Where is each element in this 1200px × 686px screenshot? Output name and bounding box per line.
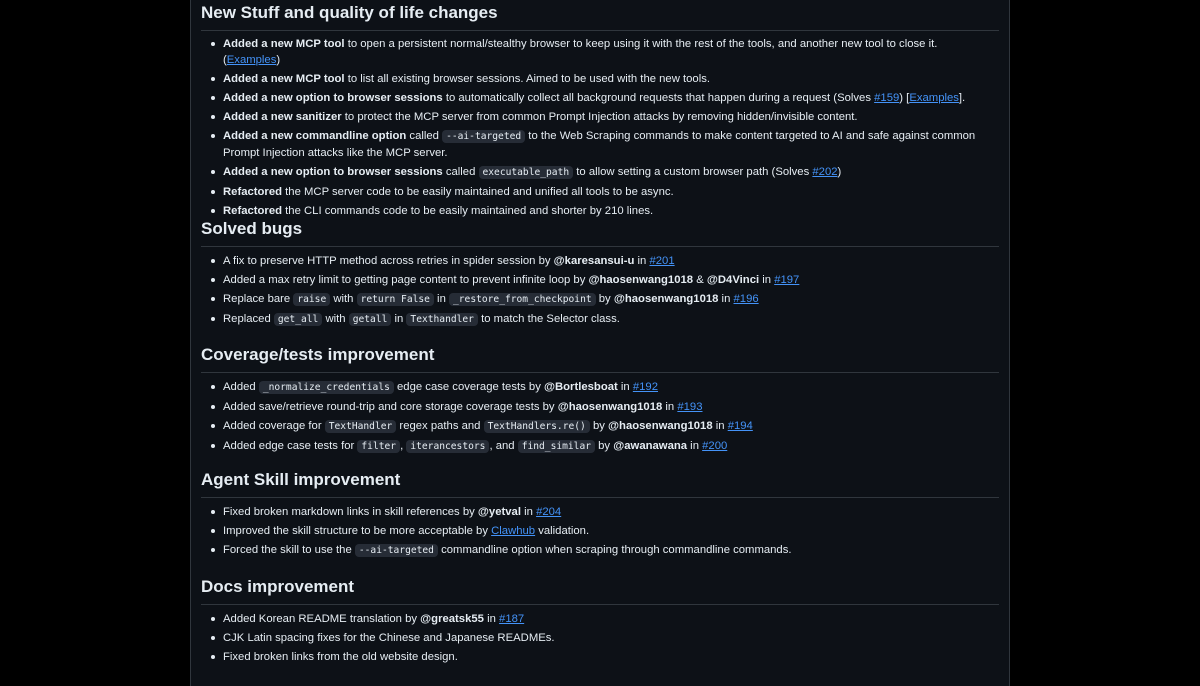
text: A fix to preserve HTTP method across retries in spider session by <box>223 255 554 267</box>
text: Replaced <box>223 313 274 325</box>
inline-code: iterancestors <box>406 440 489 453</box>
text: Added coverage for <box>223 420 325 432</box>
user-mention[interactable]: @haosenwang1018 <box>588 274 694 286</box>
text: in <box>718 293 734 305</box>
section-heading: New Stuff and quality of life changes <box>201 2 999 31</box>
text: the MCP server code to be easily maintained and unified all tools to be async. <box>282 186 674 198</box>
issue-link[interactable]: #204 <box>536 506 562 518</box>
text: , and <box>489 440 518 452</box>
text: in <box>662 401 678 413</box>
text: by <box>595 293 614 305</box>
text: , <box>400 440 407 452</box>
list-item <box>201 291 991 308</box>
list-item <box>201 542 991 559</box>
text: by <box>595 440 614 452</box>
issue-link[interactable]: #192 <box>632 381 658 393</box>
text: to match the Selector class. <box>477 313 620 325</box>
issue-link[interactable]: #193 <box>677 401 703 413</box>
text: in <box>687 440 703 452</box>
bold-text: Added a new option to browser sessions <box>223 166 443 178</box>
text: the CLI commands code to be easily maintained and shorter by 210 lines. <box>282 205 654 217</box>
issue-link[interactable]: #187 <box>499 613 525 625</box>
list-item <box>201 611 991 627</box>
user-mention[interactable]: @haosenwang1018 <box>608 420 713 432</box>
inline-code: --ai-targeted <box>355 544 438 557</box>
issue-link[interactable]: #200 <box>702 440 728 452</box>
text: Added save/retrieve round-trip and core storage coverage tests by <box>223 401 558 413</box>
text: Forced the skill to use the <box>223 544 355 556</box>
text: in <box>712 420 728 432</box>
bold-text: Refactored <box>223 205 283 217</box>
section-heading: Solved bugs <box>201 218 999 247</box>
list-item <box>201 272 991 288</box>
text: to open a persistent normal/stealthy browser to keep using it with the rest of the tools, and another new tool to close it. ( <box>223 38 938 66</box>
inline-code: raise <box>293 293 330 306</box>
inline-code: getall <box>349 313 392 326</box>
text: in <box>391 313 407 325</box>
text: in <box>617 381 633 393</box>
release-notes-panel <box>190 0 1010 686</box>
list-item <box>201 184 991 200</box>
text: Added edge case tests for <box>223 440 358 452</box>
link[interactable]: Clawhub <box>491 525 536 537</box>
inline-code: TextHandler <box>325 420 397 433</box>
inline-code: return False <box>357 293 434 306</box>
bold-text: Added a new sanitizer <box>223 111 342 123</box>
section-list <box>201 611 991 668</box>
text: with <box>330 293 357 305</box>
inline-code: executable_path <box>479 166 574 179</box>
text: Improved the skill structure to be more acceptable by <box>223 525 492 537</box>
bold-text: Added a new option to browser sessions <box>223 92 443 104</box>
user-mention[interactable]: @greatsk55 <box>420 613 484 625</box>
issue-link[interactable]: #196 <box>733 293 759 305</box>
text: by <box>589 420 609 432</box>
text: to protect the MCP server from common Prompt Injection attacks by removing hidden/invisible content. <box>341 111 858 123</box>
list-item <box>201 504 991 520</box>
inline-code: Texthandler <box>406 313 478 326</box>
section-heading: Agent Skill improvement <box>201 469 999 498</box>
user-mention[interactable]: @haosenwang1018 <box>613 293 719 305</box>
list-item <box>201 523 991 539</box>
issue-link[interactable]: #201 <box>649 255 675 267</box>
list-item <box>201 630 991 646</box>
list-item <box>201 379 991 396</box>
list-item <box>201 253 991 269</box>
list-item <box>201 128 991 161</box>
link[interactable]: Examples <box>226 54 277 66</box>
user-mention[interactable]: @Bortlesboat <box>543 381 618 393</box>
text: commandline option when scraping through commandline commands. <box>437 544 792 556</box>
list-item <box>201 311 991 328</box>
user-mention[interactable]: @awanawana <box>613 440 688 452</box>
list-item <box>201 438 991 455</box>
link[interactable]: Examples <box>909 92 959 104</box>
user-mention[interactable]: @karesansui-u <box>553 255 635 267</box>
inline-code: TextHandlers.re() <box>484 420 590 433</box>
section-list <box>201 504 991 562</box>
user-mention[interactable]: @yetval <box>477 506 521 518</box>
text: regex paths and <box>396 420 484 432</box>
text: edge case coverage tests by <box>393 381 544 393</box>
inline-code: _restore_from_checkpoint <box>449 293 596 306</box>
list-item <box>201 649 991 665</box>
text: Added Korean README translation by <box>223 613 421 625</box>
text: called <box>406 130 443 142</box>
text: to automatically collect all background requests that happen during a request (Solves <box>442 92 875 104</box>
section-list <box>201 253 991 331</box>
text: Replace bare <box>223 293 294 305</box>
bold-text: Added a new MCP tool <box>223 38 345 50</box>
inline-code: --ai-targeted <box>442 130 525 143</box>
list-item <box>201 71 991 87</box>
text: ) [ <box>899 92 910 104</box>
text: in <box>483 613 500 625</box>
text: CJK Latin spacing fixes for the Chinese and Japanese READMEs. <box>223 632 555 644</box>
text: in <box>520 506 537 518</box>
text: in <box>433 293 449 305</box>
inline-code: get_all <box>274 313 322 326</box>
text: in <box>759 274 775 286</box>
issue-link[interactable]: #194 <box>727 420 753 432</box>
text: Added <box>223 381 259 393</box>
inline-code: find_similar <box>518 440 595 453</box>
text: Added a max retry limit to getting page content to prevent infinite loop by <box>223 274 589 286</box>
text: ) <box>837 166 842 178</box>
section-heading: Docs improvement <box>201 576 999 605</box>
list-item <box>201 399 991 415</box>
text: ) <box>276 54 281 66</box>
list-item <box>201 90 991 106</box>
bold-text: Refactored <box>223 186 283 198</box>
user-mention[interactable]: @D4Vinci <box>706 274 760 286</box>
text: to the Web Scraping commands to make content targeted to AI and safe against common Prompt Injection attacks like the MCP server. <box>223 130 976 159</box>
list-item <box>201 164 991 181</box>
section-heading: Coverage/tests improvement <box>201 344 999 373</box>
bold-text: Added a new commandline option <box>223 130 407 142</box>
text: to allow setting a custom browser path (Solves <box>573 166 813 178</box>
inline-code: _normalize_credentials <box>259 381 394 394</box>
section-list <box>201 36 991 222</box>
text: Fixed broken markdown links in skill references by <box>223 506 478 518</box>
text: to list all existing browser sessions. Aimed to be used with the new tools. <box>344 73 711 85</box>
text: with <box>322 313 349 325</box>
issue-link[interactable]: #159 <box>874 92 900 104</box>
text: in <box>634 255 650 267</box>
user-mention[interactable]: @haosenwang1018 <box>557 401 663 413</box>
text: ]. <box>958 92 966 104</box>
list-item <box>201 418 991 435</box>
bold-text: Added a new MCP tool <box>223 73 345 85</box>
text: Fixed broken links from the old website design. <box>223 651 458 663</box>
text: validation. <box>535 525 590 537</box>
list-item <box>201 203 991 219</box>
issue-link[interactable]: #202 <box>812 166 838 178</box>
inline-code: filter <box>357 440 400 453</box>
list-item <box>201 36 991 68</box>
section-list <box>201 379 991 458</box>
text: called <box>442 166 479 178</box>
issue-link[interactable]: #197 <box>774 274 800 286</box>
list-item <box>201 109 991 125</box>
text: & <box>693 274 707 286</box>
